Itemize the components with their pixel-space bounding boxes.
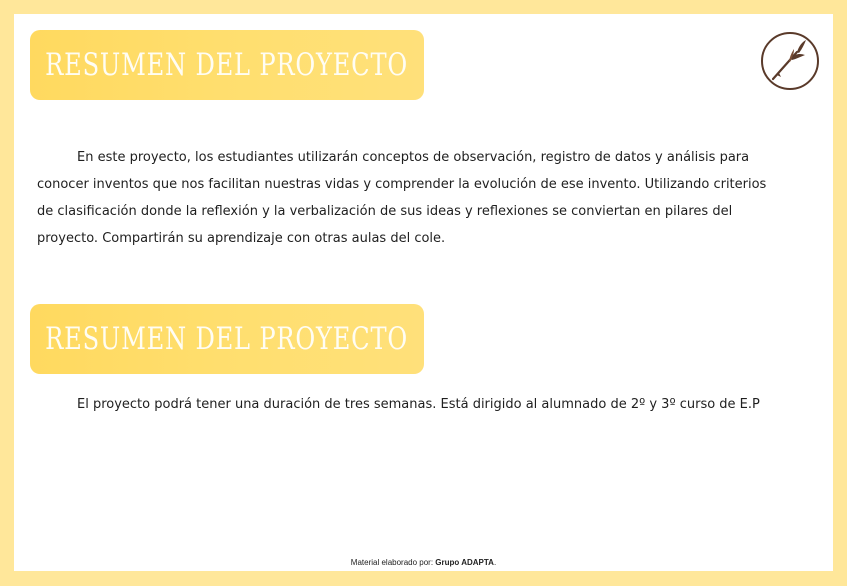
page bbox=[14, 14, 833, 571]
section-2-title: RESUMEN DEL PROYECTO bbox=[45, 321, 409, 357]
footer-prefix: Material elaborado por: bbox=[350, 558, 436, 567]
footer-credit bbox=[14, 558, 833, 567]
footer-author: Grupo ADAPTA bbox=[435, 558, 494, 567]
quill-pen-circle-icon bbox=[759, 30, 821, 92]
footer-suffix: . bbox=[493, 558, 497, 567]
section-1-text: En este proyecto, los estudiantes utilizarán conceptos de observación, registro de datos y análisis para conocer inventos que nos facilitan nuestras vidas y comprender la evolución de ese invento. Utilizando criterios de clasificación donde la reflexión y la verbalización de sus ideas y reflexiones se conviertan en pilares del proyecto. Compartirán su aprendizaje con otras aulas del cole. bbox=[37, 150, 767, 246]
section-2-title-banner bbox=[30, 304, 424, 374]
section-2-text: El proyecto podrá tener una duración de tres semanas. Está dirigido al alumnado de 2º y 3º curso de E.P bbox=[77, 397, 760, 412]
logo bbox=[759, 30, 821, 92]
section-1-title: RESUMEN DEL PROYECTO bbox=[45, 47, 409, 83]
section-1-title-banner bbox=[30, 30, 424, 100]
